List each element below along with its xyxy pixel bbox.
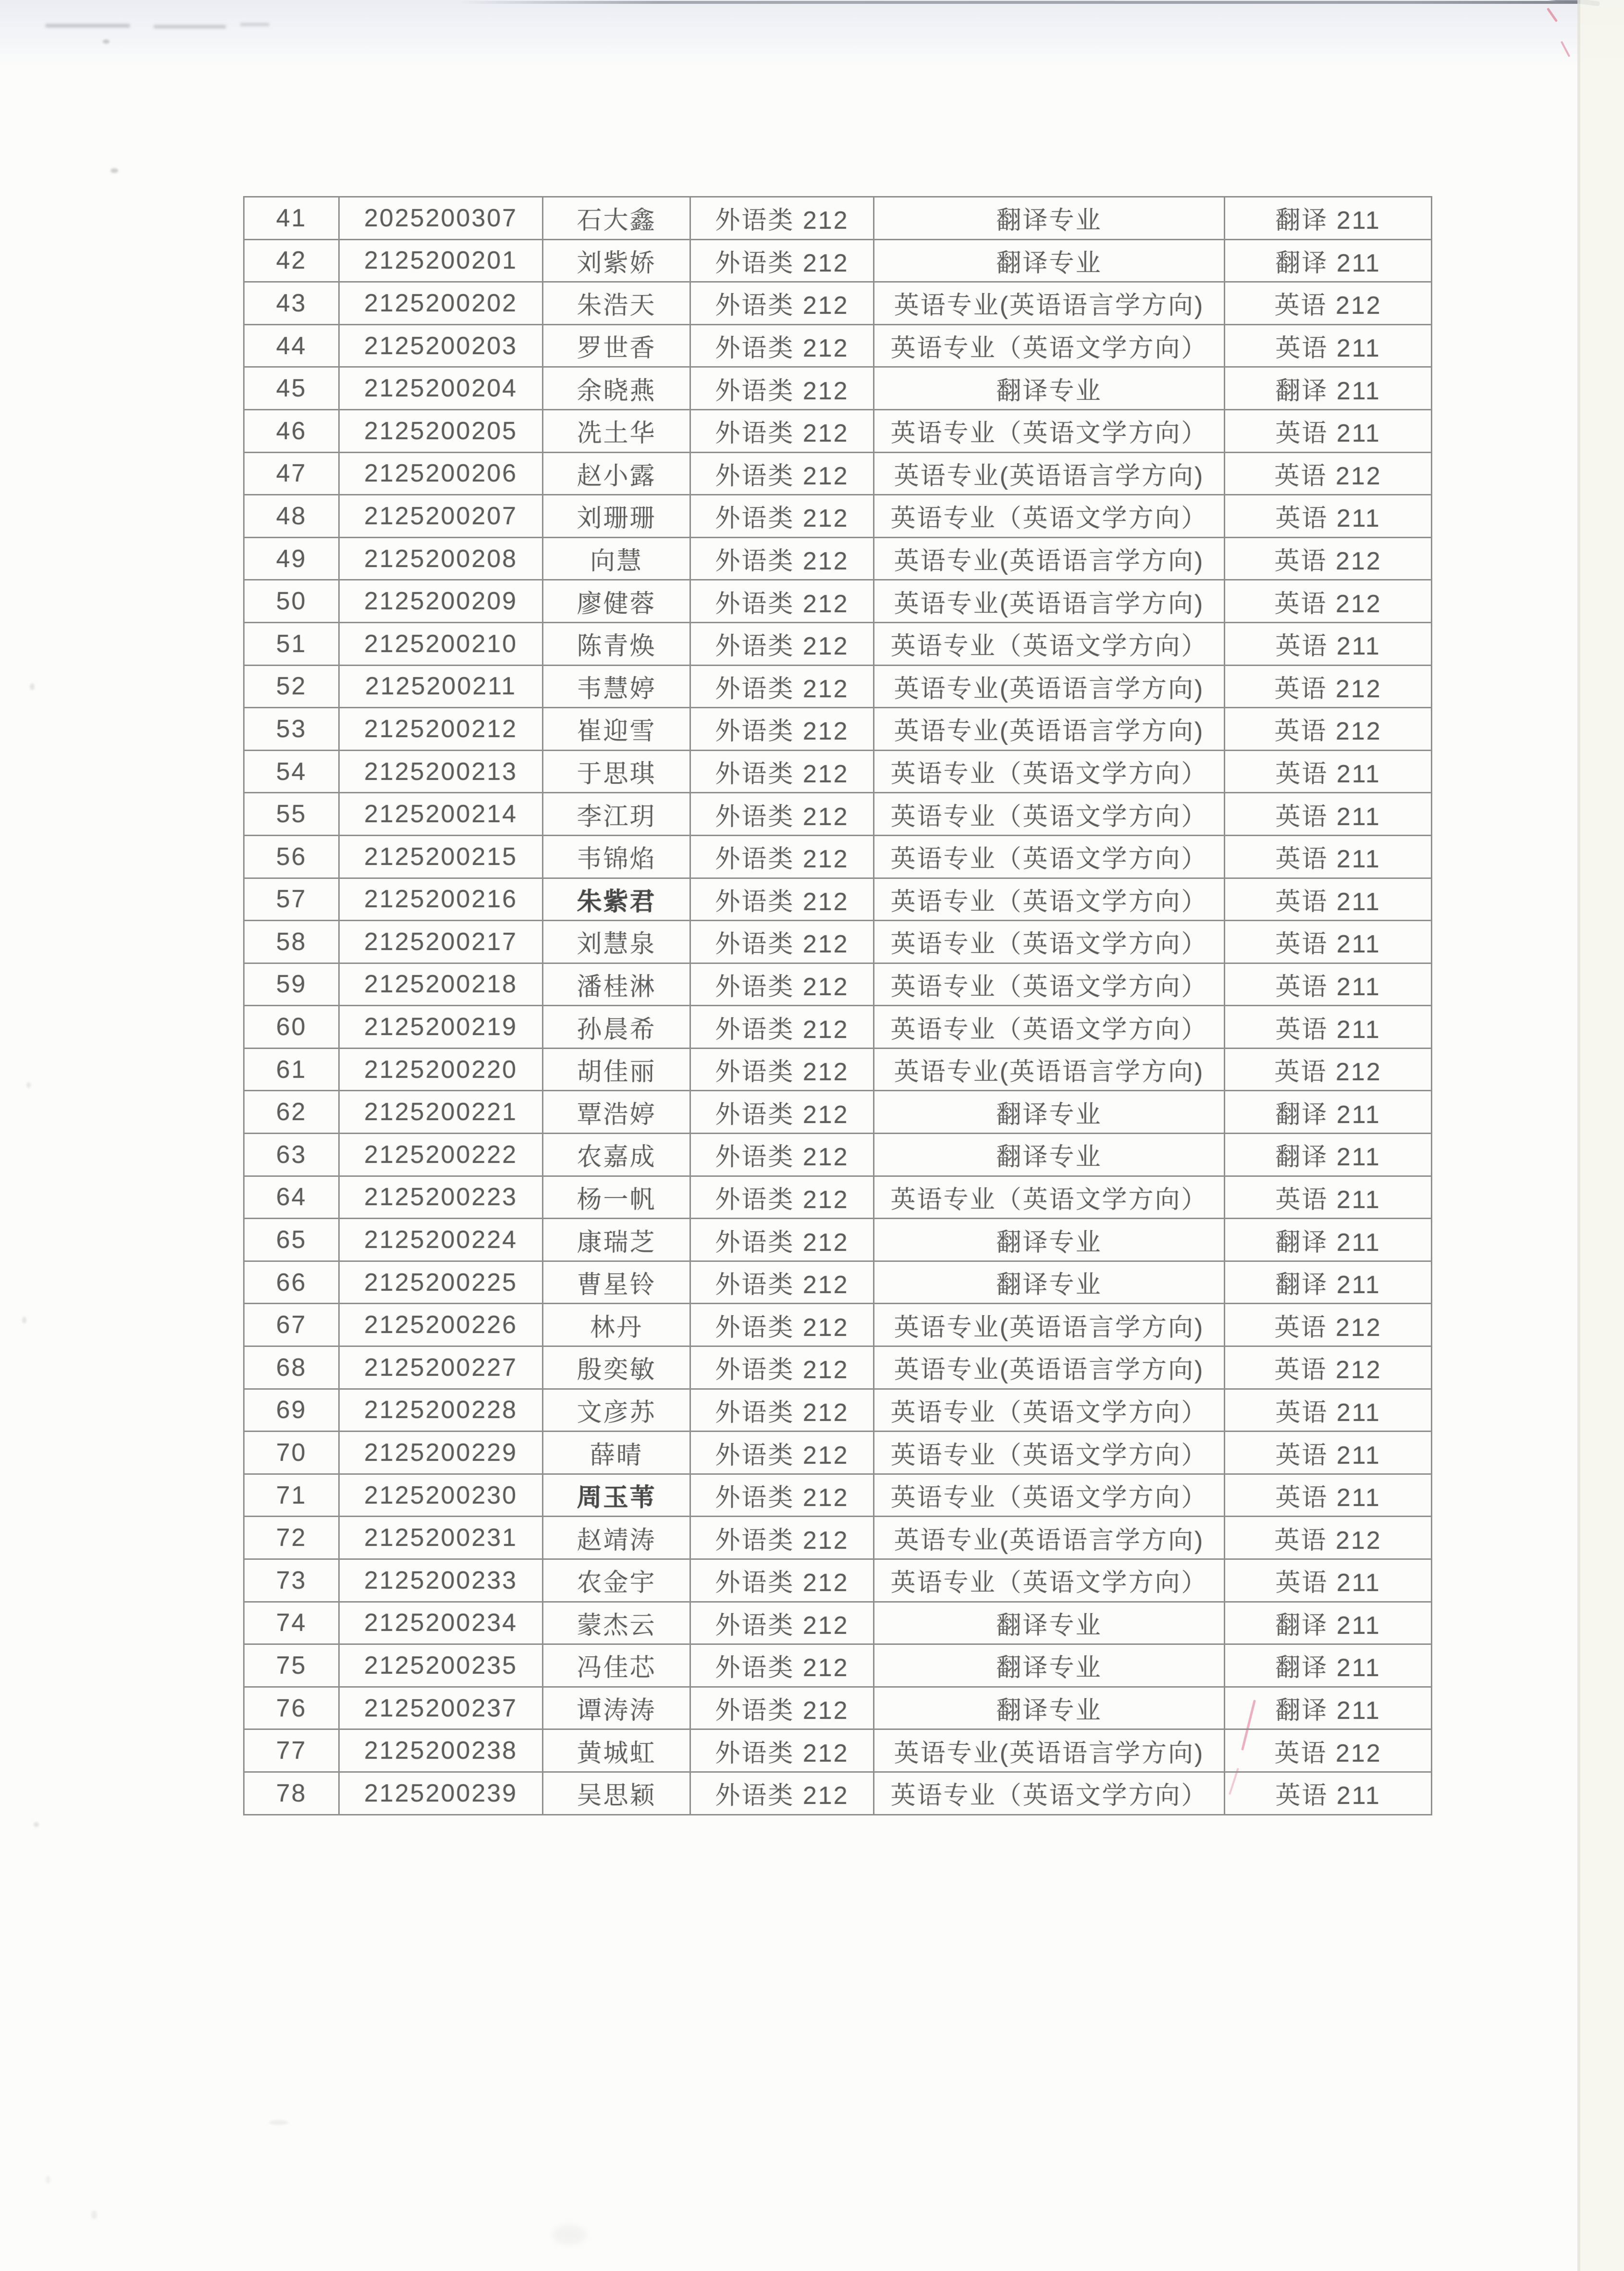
class-cell: 英语 212: [1225, 1729, 1432, 1772]
name-cell: 殷奕敏: [543, 1346, 690, 1389]
category-cell: 外语类 212: [690, 793, 874, 836]
category-cell: 外语类 212: [690, 665, 874, 708]
table-row: [244, 1091, 1432, 1134]
student-id-cell: 2125200227: [339, 1346, 543, 1389]
class-cell: 英语 211: [1225, 878, 1432, 921]
category-cell: 外语类 212: [690, 1091, 874, 1134]
student-id-cell: 2125200237: [339, 1687, 543, 1729]
student-id-cell: 2125200217: [339, 921, 543, 963]
name-cell: 刘慧泉: [543, 921, 690, 963]
name-cell: 周玉苇: [543, 1474, 690, 1517]
name-cell: 赵小露: [543, 452, 690, 495]
student-id-cell: 2125200235: [339, 1644, 543, 1687]
category-cell: 外语类 212: [690, 1304, 874, 1346]
seq-cell: 72: [244, 1517, 339, 1559]
class-cell: 英语 212: [1225, 1048, 1432, 1091]
class-cell: 翻译 211: [1225, 1261, 1432, 1304]
major-cell: 英语专业(英语语言学方向): [874, 665, 1225, 708]
table-row: [244, 1474, 1432, 1517]
table-row: [244, 282, 1432, 325]
name-cell: 朱紫君: [543, 878, 690, 921]
class-cell: 翻译 211: [1225, 197, 1432, 240]
category-cell: 外语类 212: [690, 1048, 874, 1091]
table-row: [244, 921, 1432, 963]
name-cell: 李江玥: [543, 793, 690, 836]
major-cell: 英语专业（英语文学方向）: [874, 878, 1225, 921]
class-cell: 英语 211: [1225, 750, 1432, 793]
class-cell: 英语 211: [1225, 409, 1432, 452]
table-row: [244, 1048, 1432, 1091]
seq-cell: 65: [244, 1219, 339, 1261]
class-cell: 英语 212: [1225, 282, 1432, 325]
major-cell: 英语专业（英语文学方向）: [874, 1389, 1225, 1432]
student-id-cell: 2125200228: [339, 1389, 543, 1432]
table-row: [244, 367, 1432, 410]
table-row: [244, 239, 1432, 282]
major-cell: 英语专业（英语文学方向）: [874, 835, 1225, 878]
category-cell: 外语类 212: [690, 1517, 874, 1559]
seq-cell: 44: [244, 324, 339, 367]
class-cell: 翻译 211: [1225, 239, 1432, 282]
major-cell: 英语专业（英语文学方向）: [874, 495, 1225, 538]
name-cell: 胡佳丽: [543, 1048, 690, 1091]
category-cell: 外语类 212: [690, 1176, 874, 1219]
class-cell: 英语 211: [1225, 963, 1432, 1006]
seq-cell: 78: [244, 1772, 339, 1814]
class-cell: 翻译 211: [1225, 1219, 1432, 1261]
table-row: [244, 878, 1432, 921]
table-row: [244, 324, 1432, 367]
major-cell: 翻译专业: [874, 367, 1225, 410]
class-cell: 英语 212: [1225, 1517, 1432, 1559]
class-cell: 翻译 211: [1225, 1091, 1432, 1134]
red-pen-mark: [1561, 41, 1570, 57]
table-row: [244, 1517, 1432, 1559]
major-cell: 英语专业（英语文学方向）: [874, 1176, 1225, 1219]
major-cell: 英语专业(英语语言学方向): [874, 1048, 1225, 1091]
seq-cell: 42: [244, 239, 339, 282]
category-cell: 外语类 212: [690, 1006, 874, 1049]
major-cell: 翻译专业: [874, 1091, 1225, 1134]
name-cell: 向慧: [543, 537, 690, 580]
table-row: [244, 1559, 1432, 1602]
name-cell: 黄城虹: [543, 1729, 690, 1772]
category-cell: 外语类 212: [690, 1687, 874, 1729]
name-cell: 余晓燕: [543, 367, 690, 410]
name-cell: 蒙杰云: [543, 1602, 690, 1644]
seq-cell: 67: [244, 1304, 339, 1346]
category-cell: 外语类 212: [690, 878, 874, 921]
seq-cell: 48: [244, 495, 339, 538]
category-cell: 外语类 212: [690, 409, 874, 452]
name-cell: 曹星铃: [543, 1261, 690, 1304]
name-cell: 罗世香: [543, 324, 690, 367]
category-cell: 外语类 212: [690, 197, 874, 240]
seq-cell: 59: [244, 963, 339, 1006]
name-cell: 冯佳芯: [543, 1644, 690, 1687]
class-cell: 翻译 211: [1225, 1644, 1432, 1687]
major-cell: 翻译专业: [874, 197, 1225, 240]
scan-speck: [22, 1317, 26, 1323]
table-row: [244, 1432, 1432, 1474]
table-row: [244, 1644, 1432, 1687]
scan-speck: [34, 1822, 39, 1827]
category-cell: 外语类 212: [690, 1346, 874, 1389]
table-row: [244, 963, 1432, 1006]
seq-cell: 45: [244, 367, 339, 410]
class-cell: 英语 212: [1225, 537, 1432, 580]
seq-cell: 61: [244, 1048, 339, 1091]
category-cell: 外语类 212: [690, 1559, 874, 1602]
category-cell: 外语类 212: [690, 963, 874, 1006]
seq-cell: 73: [244, 1559, 339, 1602]
scan-speck: [46, 2176, 50, 2184]
student-id-cell: 2125200207: [339, 495, 543, 538]
class-cell: 英语 211: [1225, 1389, 1432, 1432]
table-row: [244, 1006, 1432, 1049]
seq-cell: 55: [244, 793, 339, 836]
student-id-cell: 2125200233: [339, 1559, 543, 1602]
seq-cell: 56: [244, 835, 339, 878]
seq-cell: 76: [244, 1687, 339, 1729]
seq-cell: 66: [244, 1261, 339, 1304]
class-cell: 英语 211: [1225, 921, 1432, 963]
student-id-cell: 2125200215: [339, 835, 543, 878]
category-cell: 外语类 212: [690, 1261, 874, 1304]
seq-cell: 71: [244, 1474, 339, 1517]
major-cell: 翻译专业: [874, 1219, 1225, 1261]
class-cell: 英语 211: [1225, 835, 1432, 878]
major-cell: 英语专业(英语语言学方向): [874, 1304, 1225, 1346]
major-cell: 英语专业(英语语言学方向): [874, 537, 1225, 580]
table-row: [244, 1134, 1432, 1176]
student-id-cell: 2125200202: [339, 282, 543, 325]
scan-top-shading: [0, 0, 1624, 72]
name-cell: 薛晴: [543, 1432, 690, 1474]
red-pen-mark: [1547, 8, 1558, 23]
seq-cell: 57: [244, 878, 339, 921]
table-row: [244, 622, 1432, 665]
major-cell: 翻译专业: [874, 1644, 1225, 1687]
student-id-cell: 2125200210: [339, 622, 543, 665]
major-cell: 翻译专业: [874, 1134, 1225, 1176]
major-cell: 英语专业（英语文学方向）: [874, 750, 1225, 793]
name-cell: 林丹: [543, 1304, 690, 1346]
category-cell: 外语类 212: [690, 239, 874, 282]
seq-cell: 50: [244, 580, 339, 623]
major-cell: 英语专业（英语文学方向）: [874, 963, 1225, 1006]
seq-cell: 54: [244, 750, 339, 793]
category-cell: 外语类 212: [690, 1389, 874, 1432]
student-id-cell: 2125200226: [339, 1304, 543, 1346]
category-cell: 外语类 212: [690, 367, 874, 410]
class-cell: 英语 211: [1225, 1432, 1432, 1474]
major-cell: 英语专业(英语语言学方向): [874, 1729, 1225, 1772]
roster-body: [244, 197, 1432, 1815]
class-cell: 英语 211: [1225, 324, 1432, 367]
name-cell: 谭涛涛: [543, 1687, 690, 1729]
major-cell: 英语专业（英语文学方向）: [874, 1559, 1225, 1602]
major-cell: 翻译专业: [874, 1261, 1225, 1304]
class-cell: 英语 211: [1225, 1006, 1432, 1049]
table-row: [244, 409, 1432, 452]
category-cell: 外语类 212: [690, 282, 874, 325]
category-cell: 外语类 212: [690, 452, 874, 495]
major-cell: 英语专业（英语文学方向）: [874, 1474, 1225, 1517]
student-id-cell: 2125200208: [339, 537, 543, 580]
table-row: [244, 452, 1432, 495]
student-id-cell: 2125200203: [339, 324, 543, 367]
table-row: [244, 793, 1432, 836]
class-cell: 英语 211: [1225, 1474, 1432, 1517]
major-cell: 翻译专业: [874, 1602, 1225, 1644]
table-row: [244, 1176, 1432, 1219]
scan-top-edge-line: [456, 1, 1579, 4]
class-cell: 英语 212: [1225, 580, 1432, 623]
scan-speck: [26, 1082, 31, 1088]
seq-cell: 60: [244, 1006, 339, 1049]
class-cell: 英语 212: [1225, 665, 1432, 708]
major-cell: 英语专业(英语语言学方向): [874, 580, 1225, 623]
category-cell: 外语类 212: [690, 622, 874, 665]
student-id-cell: 2125200225: [339, 1261, 543, 1304]
seq-cell: 46: [244, 409, 339, 452]
seq-cell: 75: [244, 1644, 339, 1687]
student-id-cell: 2125200224: [339, 1219, 543, 1261]
class-cell: 英语 211: [1225, 1772, 1432, 1814]
table-row: [244, 1219, 1432, 1261]
scan-corner-edge: [1528, 0, 1600, 6]
student-id-cell: 2125200229: [339, 1432, 543, 1474]
scan-speck: [30, 683, 35, 690]
class-cell: 英语 211: [1225, 622, 1432, 665]
name-cell: 吴思颖: [543, 1772, 690, 1814]
seq-cell: 62: [244, 1091, 339, 1134]
name-cell: 韦锦焰: [543, 835, 690, 878]
table-row: [244, 1346, 1432, 1389]
scan-smudge: [240, 23, 269, 26]
seq-cell: 64: [244, 1176, 339, 1219]
student-id-cell: 2125200221: [339, 1091, 543, 1134]
table-row: [244, 708, 1432, 751]
table-row: [244, 665, 1432, 708]
major-cell: 英语专业（英语文学方向）: [874, 1772, 1225, 1814]
name-cell: 农金宇: [543, 1559, 690, 1602]
student-id-cell: 2025200307: [339, 197, 543, 240]
student-id-cell: 2125200209: [339, 580, 543, 623]
category-cell: 外语类 212: [690, 708, 874, 751]
student-id-cell: 2125200213: [339, 750, 543, 793]
name-cell: 陈青焕: [543, 622, 690, 665]
scan-speck: [103, 39, 110, 44]
student-id-cell: 2125200238: [339, 1729, 543, 1772]
seq-cell: 47: [244, 452, 339, 495]
category-cell: 外语类 212: [690, 1644, 874, 1687]
name-cell: 刘紫娇: [543, 239, 690, 282]
category-cell: 外语类 212: [690, 1772, 874, 1814]
table-row: [244, 580, 1432, 623]
name-cell: 廖健蓉: [543, 580, 690, 623]
category-cell: 外语类 212: [690, 1432, 874, 1474]
student-roster-table: [243, 196, 1432, 1815]
name-cell: 文彦苏: [543, 1389, 690, 1432]
major-cell: 英语专业（英语文学方向）: [874, 1432, 1225, 1474]
category-cell: 外语类 212: [690, 921, 874, 963]
class-cell: 英语 212: [1225, 1304, 1432, 1346]
scan-smudge: [154, 25, 226, 28]
category-cell: 外语类 212: [690, 1602, 874, 1644]
student-id-cell: 2125200223: [339, 1176, 543, 1219]
seq-cell: 41: [244, 197, 339, 240]
major-cell: 翻译专业: [874, 239, 1225, 282]
table-row: [244, 750, 1432, 793]
student-id-cell: 2125200234: [339, 1602, 543, 1644]
name-cell: 朱浩天: [543, 282, 690, 325]
category-cell: 外语类 212: [690, 750, 874, 793]
student-id-cell: 2125200206: [339, 452, 543, 495]
scan-smudge: [553, 2225, 586, 2245]
table-row: [244, 1772, 1432, 1814]
student-id-cell: 2125200231: [339, 1517, 543, 1559]
seq-cell: 52: [244, 665, 339, 708]
class-cell: 翻译 211: [1225, 1134, 1432, 1176]
class-cell: 英语 212: [1225, 1346, 1432, 1389]
class-cell: 翻译 211: [1225, 1602, 1432, 1644]
class-cell: 英语 211: [1225, 495, 1432, 538]
table-row: [244, 537, 1432, 580]
name-cell: 韦慧婷: [543, 665, 690, 708]
class-cell: 翻译 211: [1225, 1687, 1432, 1729]
name-cell: 覃浩婷: [543, 1091, 690, 1134]
class-cell: 英语 212: [1225, 452, 1432, 495]
class-cell: 英语 211: [1225, 793, 1432, 836]
seq-cell: 74: [244, 1602, 339, 1644]
name-cell: 杨一帆: [543, 1176, 690, 1219]
name-cell: 康瑞芝: [543, 1219, 690, 1261]
major-cell: 英语专业（英语文学方向）: [874, 921, 1225, 963]
name-cell: 赵靖涛: [543, 1517, 690, 1559]
major-cell: 英语专业(英语语言学方向): [874, 708, 1225, 751]
seq-cell: 49: [244, 537, 339, 580]
student-id-cell: 2125200218: [339, 963, 543, 1006]
category-cell: 外语类 212: [690, 1474, 874, 1517]
student-id-cell: 2125200205: [339, 409, 543, 452]
student-id-cell: 2125200222: [339, 1134, 543, 1176]
category-cell: 外语类 212: [690, 1219, 874, 1261]
table-row: [244, 1602, 1432, 1644]
student-id-cell: 2125200219: [339, 1006, 543, 1049]
name-cell: 潘桂淋: [543, 963, 690, 1006]
category-cell: 外语类 212: [690, 495, 874, 538]
student-id-cell: 2125200212: [339, 708, 543, 751]
major-cell: 英语专业(英语语言学方向): [874, 452, 1225, 495]
table-row: [244, 1261, 1432, 1304]
seq-cell: 53: [244, 708, 339, 751]
major-cell: 英语专业(英语语言学方向): [874, 282, 1225, 325]
scan-speck: [269, 2120, 288, 2125]
name-cell: 于思琪: [543, 750, 690, 793]
major-cell: 英语专业（英语文学方向）: [874, 622, 1225, 665]
seq-cell: 43: [244, 282, 339, 325]
table-row: [244, 835, 1432, 878]
student-id-cell: 2125200230: [339, 1474, 543, 1517]
student-id-cell: 2125200214: [339, 793, 543, 836]
class-cell: 英语 212: [1225, 708, 1432, 751]
major-cell: 英语专业(英语语言学方向): [874, 1346, 1225, 1389]
seq-cell: 51: [244, 622, 339, 665]
scan-smudge: [46, 24, 130, 27]
class-cell: 英语 211: [1225, 1559, 1432, 1602]
major-cell: 英语专业（英语文学方向）: [874, 793, 1225, 836]
major-cell: 英语专业（英语文学方向）: [874, 1006, 1225, 1049]
category-cell: 外语类 212: [690, 1134, 874, 1176]
table-row: [244, 1389, 1432, 1432]
table-row: [244, 197, 1432, 240]
seq-cell: 63: [244, 1134, 339, 1176]
student-id-cell: 2125200239: [339, 1772, 543, 1814]
name-cell: 崔迎雪: [543, 708, 690, 751]
seq-cell: 77: [244, 1729, 339, 1772]
scan-speck: [91, 2210, 97, 2219]
scan-right-margin-strip: [1580, 0, 1624, 2271]
class-cell: 英语 211: [1225, 1176, 1432, 1219]
category-cell: 外语类 212: [690, 324, 874, 367]
category-cell: 外语类 212: [690, 835, 874, 878]
table-row: [244, 1304, 1432, 1346]
student-id-cell: 2125200220: [339, 1048, 543, 1091]
category-cell: 外语类 212: [690, 580, 874, 623]
name-cell: 冼土华: [543, 409, 690, 452]
class-cell: 翻译 211: [1225, 367, 1432, 410]
major-cell: 英语专业（英语文学方向）: [874, 409, 1225, 452]
category-cell: 外语类 212: [690, 1729, 874, 1772]
scan-speck: [111, 168, 118, 173]
major-cell: 英语专业（英语文学方向）: [874, 324, 1225, 367]
table-row: [244, 495, 1432, 538]
name-cell: 石大鑫: [543, 197, 690, 240]
major-cell: 翻译专业: [874, 1687, 1225, 1729]
student-id-cell: 2125200216: [339, 878, 543, 921]
table-row: [244, 1687, 1432, 1729]
name-cell: 农嘉成: [543, 1134, 690, 1176]
student-id-cell: 2125200201: [339, 239, 543, 282]
student-id-cell: 2125200204: [339, 367, 543, 410]
major-cell: 英语专业(英语语言学方向): [874, 1517, 1225, 1559]
name-cell: 孙晨希: [543, 1006, 690, 1049]
seq-cell: 58: [244, 921, 339, 963]
name-cell: 刘珊珊: [543, 495, 690, 538]
student-id-cell: 2125200211: [339, 665, 543, 708]
scan-right-page-edge: [1577, 0, 1580, 2271]
seq-cell: 70: [244, 1432, 339, 1474]
seq-cell: 68: [244, 1346, 339, 1389]
category-cell: 外语类 212: [690, 537, 874, 580]
seq-cell: 69: [244, 1389, 339, 1432]
table-row: [244, 1729, 1432, 1772]
